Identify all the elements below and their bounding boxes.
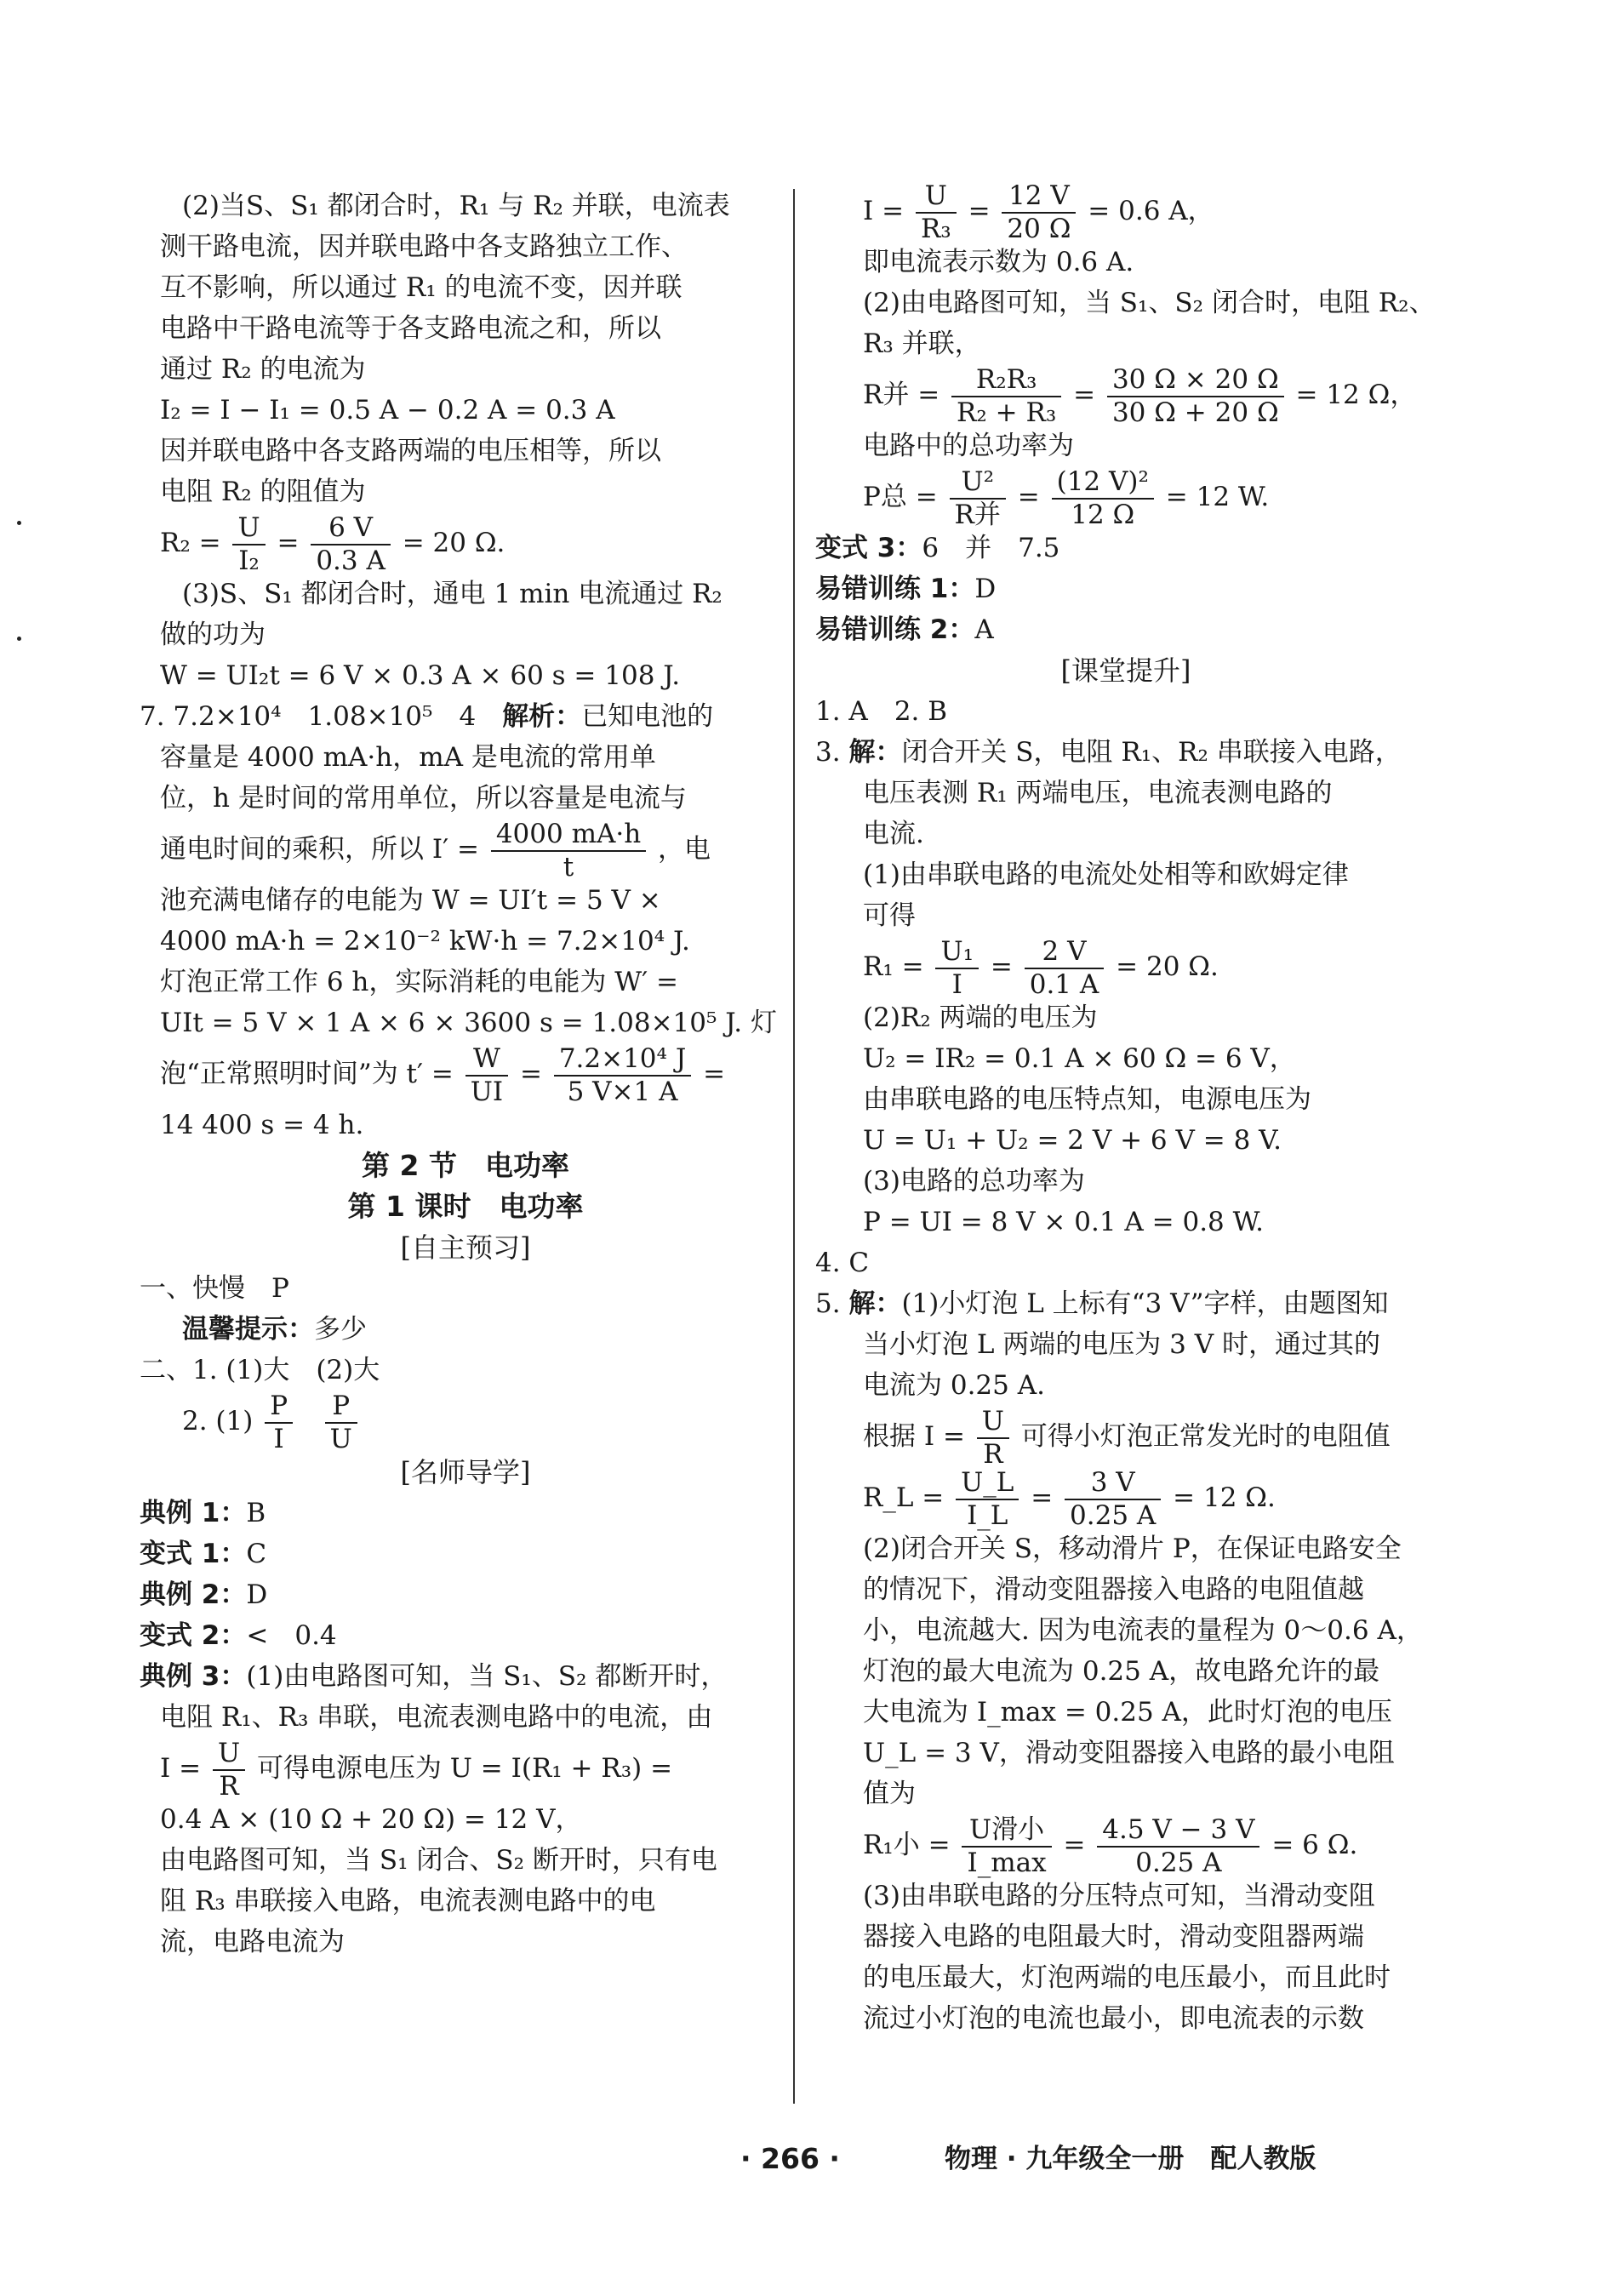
text-line: 池充满电储存的电能为 W = UI′t = 5 V ×: [160, 885, 661, 916]
text-line: 一、快慢 P: [140, 1273, 289, 1304]
equation-line: U₂ = IR₂ = 0.1 A × 60 Ω = 6 V，: [863, 1043, 1296, 1074]
fraction: $\frac{\text{(12 V)²}}{12 \Omega}$: [1052, 468, 1154, 528]
text-line: (3)由串联电路的分压特点可知，当滑动变阻: [863, 1881, 1375, 1911]
scan-mark: [17, 521, 21, 525]
fraction: $\frac{\text{U²}}{\text{R并}}$: [950, 468, 1006, 528]
text-line: 测干路电流，因并联电路中各支路独立工作、: [160, 231, 688, 262]
formula-time: 泡“正常照明时间”为 t′ = $\frac{W}{UI}$ = $\frac{\text{7.2×10⁴ J}}{5 V\times 1 A}$ =: [160, 1042, 726, 1107]
equation-line: I₂ = I − I₁ = 0.5 A − 0.2 A = 0.3 A: [160, 395, 615, 426]
text-line: (2)闭合开关 S，移动滑片 P，在保证电路安全: [863, 1534, 1402, 1564]
text-line: 由串联电路的电压特点知，电源电压为: [863, 1084, 1311, 1115]
text-line: 电路中的总功率为: [863, 431, 1074, 461]
fraction: $\frac{U}{R}$: [213, 1739, 245, 1800]
text-line: 当小灯泡 L 两端的电压为 3 V 时，通过其的: [863, 1329, 1380, 1360]
answer-line: 易错训练 2：A: [815, 614, 994, 645]
answer-3: 3. 解：闭合开关 S，电阻 R₁、R₂ 串联接入电路，: [815, 737, 1402, 768]
answer-line: 易错训练 1：D: [815, 574, 997, 604]
formula-current: 通电时间的乘积，所以 I′ = $\frac{4000 mA\cdot h}{t}$ ，电: [160, 818, 711, 882]
text-line: R₃ 并联，: [863, 328, 981, 359]
fraction: $\frac{U}{\text{R₃}}$: [916, 182, 957, 243]
formula-ohm: I = $\frac{U}{R}$ 可得电源电压为 U = I(R₁ + R₃) =: [160, 1737, 673, 1802]
page-number: · 266 ·: [740, 2142, 840, 2175]
fraction: $\frac{12 V}{20 \Omega}$: [1002, 182, 1076, 243]
text-line: 电压表测 R₁ 两端电压，电流表测电路的: [863, 778, 1333, 808]
fraction: $\frac{\text{R₂R₃}}{\text{R₂ + R₃}}$: [951, 366, 1061, 426]
text-line: 电阻 R₂ 的阻值为: [160, 477, 366, 507]
formula-p-total: P总 = $\frac{\text{U²}}{\text{R并}}$ = $\frac{\text{(12 V)²}}{12 \Omega}$ = 12 W.: [863, 465, 1270, 530]
text-line: 1. A 2. B: [815, 696, 948, 727]
formula-r2: R₂ = $\frac{U}{\text{I₂}}$ = $\frac{6 V}{0.3 A}$ = 20 Ω.: [160, 511, 505, 576]
fraction: $\frac{\text{U滑小}}{I\_\max}$: [962, 1816, 1051, 1876]
fraction: $\frac{U}{R}$: [977, 1408, 1009, 1468]
formula-r-parallel: R并 = $\frac{\text{R₂R₃}}{\text{R₂ + R₃}}$ = $\frac{30 \Omega \times 20 \Omega}{30 \Omega + 20 \Omega}$ = 12 Ω，: [863, 363, 1417, 428]
fraction: $\frac{P}{U}$: [325, 1392, 357, 1453]
lesson-title: 第 1 课时 电功率: [347, 1190, 584, 1223]
equation-line: 0.4 A × (10 Ω + 20 Ω) = 12 V，: [160, 1804, 582, 1835]
fraction: $\frac{U\_L}{I\_L}$: [956, 1469, 1019, 1529]
answer-line: 变式 3：6 并 7.5: [815, 533, 1060, 563]
answer-5: 5. 解：(1)小灯泡 L 上标有“3 V”字样，由题图知: [815, 1288, 1389, 1319]
formula-ohm-r: 根据 I = $\frac{U}{R}$ 可得小灯泡正常发光时的电阻值: [863, 1405, 1391, 1470]
formula-r1: R₁ = $\frac{\text{U₁}}{I}$ = $\frac{2 V}{0.1 A}$ = 20 Ω.: [863, 935, 1219, 1000]
fraction: $\frac{\text{7.2×10⁴ J}}{5 V\times 1 A}$: [554, 1045, 691, 1105]
answer-line: 变式 2：< 0.4: [140, 1620, 337, 1651]
heading-class-improve: [课堂提升]: [1060, 654, 1191, 687]
text-line: 的电压最大，灯泡两端的电压最小，而且此时: [863, 1962, 1391, 1993]
fraction: $\frac{U}{\text{I₂}}$: [232, 514, 265, 574]
text-line: 电路中干路电流等于各支路电流之和，所以: [160, 313, 661, 344]
text-line: 互不影响，所以通过 R₁ 的电流不变，因并联: [160, 272, 682, 303]
text-line: 小，电流越大. 因为电流表的量程为 0～0.6 A，: [863, 1615, 1423, 1646]
heading-self-preview: [自主预习]: [400, 1231, 531, 1264]
formula-r1-min: R₁小 = $\frac{\text{U滑小}}{I\_\max}$ = $\frac{4.5 V - 3 V}{0.25 A}$ = 6 Ω.: [863, 1813, 1358, 1878]
fraction: $\frac{2 V}{0.1 A}$: [1025, 938, 1105, 998]
text-line: 容量是 4000 mA·h，mA 是电流的常用单: [160, 742, 656, 773]
equation-line: W = UI₂t = 6 V × 0.3 A × 60 s = 108 J.: [160, 660, 681, 691]
text-line: 通过 R₂ 的电流为: [160, 354, 366, 385]
equation-line: U = U₁ + U₂ = 2 V + 6 V = 8 V.: [863, 1125, 1282, 1156]
tip-line: 温馨提示：多少: [182, 1314, 367, 1345]
text-line: (2)由电路图可知，当 S₁、S₂ 闭合时，电阻 R₂、: [863, 288, 1436, 318]
fraction: $\frac{\text{U₁}}{I}$: [935, 938, 979, 998]
text-line: 灯泡正常工作 6 h，实际消耗的电能为 W′ =: [160, 967, 678, 997]
text-line: 做的功为: [160, 620, 266, 650]
text-line: 流，电路电流为: [160, 1927, 345, 1957]
fraction: $\frac{4.5 V - 3 V}{0.25 A}$: [1097, 1816, 1259, 1876]
text-line: 灯泡的最大电流为 0.25 A，故电路允许的最: [863, 1656, 1380, 1687]
fraction: $\frac{P}{I}$: [265, 1392, 293, 1453]
answer-line: 典例 1：B: [140, 1498, 266, 1528]
text-line: 因并联电路中各支路两端的电压相等，所以: [160, 436, 661, 466]
fraction: $\frac{30 \Omega \times 20 \Omega}{30 \Omega + 20 \Omega}$: [1107, 366, 1284, 426]
text-line: 4. C: [815, 1248, 870, 1278]
fraction: $\frac{4000 mA\cdot h}{t}$: [491, 820, 646, 881]
text-line: 即电流表示数为 0.6 A.: [863, 247, 1134, 277]
left-column: [140, 186, 778, 1962]
text-line: 流过小灯泡的电流也最小，即电流表的示数: [863, 2003, 1364, 2034]
section-title: 第 2 节 电功率: [362, 1149, 569, 1182]
text-line: 电流为 0.25 A.: [863, 1370, 1045, 1401]
text-line: (2)当S、S₁ 都闭合时，R₁ 与 R₂ 并联，电流表: [182, 191, 730, 221]
scan-mark: [17, 637, 21, 641]
text-line: 14 400 s = 4 h.: [160, 1110, 364, 1140]
text-line: 大电流为 I_max = 0.25 A，此时灯泡的电压: [863, 1697, 1392, 1728]
text-line: 位，h 是时间的常用单位，所以容量是电流与: [160, 783, 687, 814]
answer-7: 7. 7.2×10⁴ 1.08×10⁵ 4 解析：已知电池的: [140, 701, 714, 732]
text-line: (3)电路的总功率为: [863, 1166, 1085, 1197]
text-line: 4000 mA·h = 2×10⁻² kW·h = 7.2×10⁴ J.: [160, 926, 690, 957]
answer-line: 典例 2：D: [140, 1579, 268, 1610]
text-line: 器接入电路的电阻最大时，滑动变阻器两端: [863, 1922, 1364, 1952]
text-line: UIt = 5 V × 1 A × 6 × 3600 s = 1.08×10⁵ J. 灯: [160, 1008, 778, 1038]
text-line: (1)由串联电路的电流处处相等和欧姆定律: [863, 860, 1349, 890]
fraction: $\frac{6 V}{0.3 A}$: [311, 514, 391, 574]
formula-power: 2. (1) $\frac{P}{I}$ $\frac{P}{U}$: [160, 1391, 771, 1452]
text-line: (2)R₂ 两端的电压为: [863, 1002, 1098, 1033]
text-line: U_L = 3 V，滑动变阻器接入电路的最小电阻: [863, 1738, 1395, 1768]
text-line: 电阻 R₁、R₃ 串联，电流表测电路中的电流，由: [160, 1702, 713, 1733]
formula-rl: R_L = $\frac{U\_L}{I\_L}$ = $\frac{3 V}{0.25 A}$ = 12 Ω.: [863, 1466, 1276, 1531]
text-line: 二、1. (1)大 (2)大: [140, 1355, 380, 1385]
column-divider: [793, 189, 795, 2104]
formula-i: I = $\frac{U}{\text{R₃}}$ = $\frac{12 V}{20 \Omega}$ = 0.6 A，: [863, 180, 1214, 244]
fraction: $\frac{3 V}{0.25 A}$: [1065, 1469, 1161, 1529]
text-line: 的情况下，滑动变阻器接入电路的电阻值越: [863, 1574, 1364, 1605]
heading-teacher-guide: [名师导学]: [400, 1456, 531, 1488]
answer-line: 变式 1：C: [140, 1539, 267, 1569]
book-subject: 物理 · 九年级全一册 配人教版: [945, 2144, 1316, 2174]
text-line: 阻 R₃ 串联接入电路，电流表测电路中的电: [160, 1886, 656, 1916]
fraction: $\frac{W}{UI}$: [465, 1045, 508, 1105]
text-line: (3)S、S₁ 都闭合时，通电 1 min 电流通过 R₂: [182, 579, 722, 609]
text-line: 电流.: [863, 819, 924, 849]
text-line: 值为: [863, 1779, 916, 1809]
text-line: 可得: [863, 900, 916, 931]
answer-line: 典例 3：(1)由电路图可知，当 S₁、S₂ 都断开时，: [140, 1661, 728, 1692]
right-column: [815, 180, 1436, 2039]
equation-line: P = UI = 8 V × 0.1 A = 0.8 W.: [863, 1207, 1264, 1237]
text-line: 由电路图可知，当 S₁ 闭合、S₂ 断开时，只有电: [160, 1845, 717, 1876]
